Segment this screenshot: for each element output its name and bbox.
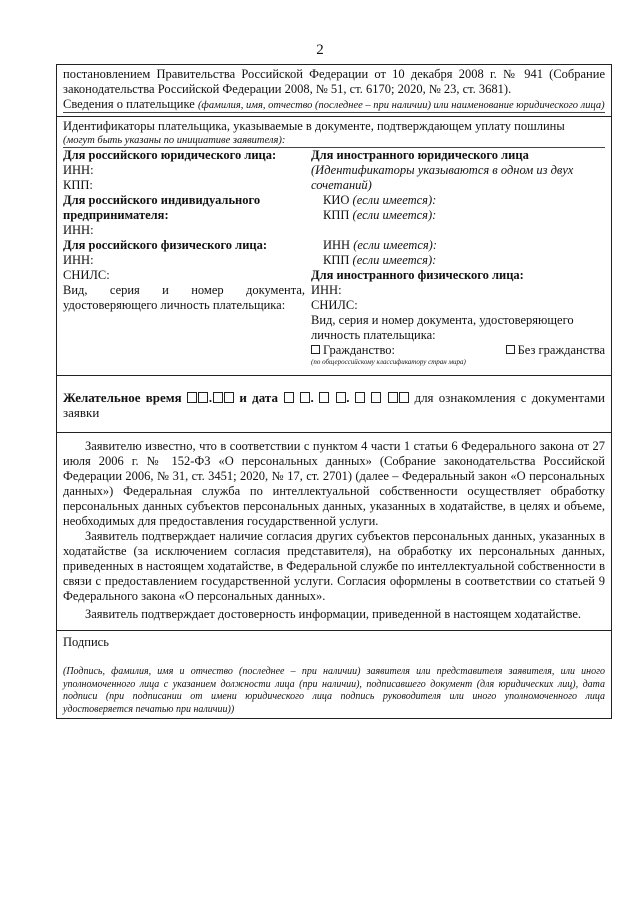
page-number: 2 bbox=[316, 42, 324, 58]
preferred-datetime-section bbox=[57, 376, 611, 433]
ru-ip-inn-field[interactable]: ИНН: bbox=[63, 223, 94, 237]
citizenship-option[interactable] bbox=[311, 343, 395, 358]
signature-section bbox=[57, 631, 611, 718]
preferred-purpose: для ознакомления с документами заявки bbox=[63, 390, 606, 420]
citizenship-options bbox=[311, 343, 605, 358]
kio-label: КИО bbox=[323, 193, 350, 207]
no-citizenship-label: Без гражданства bbox=[517, 343, 605, 357]
identifiers-hint: (могут быть указаны по инициативе заявителя): bbox=[63, 134, 605, 148]
foreign-kio-field[interactable] bbox=[311, 193, 605, 208]
time-input[interactable]: . bbox=[187, 390, 234, 405]
petition-form bbox=[56, 64, 612, 719]
ru-legal-kpp-field[interactable]: КПП: bbox=[63, 178, 93, 192]
consent-paragraph-2: Заявитель подтверждает наличие согласия других субъектов персональных данных, указанных в ходатайстве (за исключением согласия представителя), на обработку их персональных данных, приведенных в настоящем ходатайстве, в Федеральной службе по интеллектуальной собственности в связи с предоставлением государственной услуги. Согласия оформлены в соответствии со статьей 9 Федерального закона «О персональных данных». bbox=[63, 529, 605, 603]
kio-hint: (если имеется): bbox=[352, 193, 437, 207]
no-citizenship-option[interactable] bbox=[506, 343, 605, 358]
payer-info-field[interactable] bbox=[63, 97, 605, 113]
date-label: и дата bbox=[239, 390, 278, 405]
foreign-person-title: Для иностранного физического лица: bbox=[311, 268, 524, 282]
payer-hint: (фамилия, имя, отчество (последнее – при наличии) или наименование юридического лица) bbox=[197, 100, 605, 111]
identifiers-grid bbox=[63, 148, 605, 367]
identifiers-section bbox=[57, 117, 611, 376]
citizenship-label: Гражданство: bbox=[323, 343, 396, 357]
ru-legal-inn-field[interactable]: ИНН: bbox=[63, 163, 94, 177]
identifiers-heading: Идентификаторы плательщика, указываемые в документе, подтверждающем уплату пошлины bbox=[63, 119, 565, 133]
foreign-person-inn-field[interactable]: ИНН: bbox=[311, 283, 342, 297]
payer-section bbox=[57, 65, 611, 117]
signature-field[interactable] bbox=[63, 650, 605, 666]
ru-legal-title: Для российского юридического лица: bbox=[63, 148, 277, 162]
foreign-kpp2-field[interactable] bbox=[311, 253, 605, 268]
date-input[interactable]: . . bbox=[283, 390, 409, 405]
ru-person-title: Для российского физического лица: bbox=[63, 238, 268, 252]
consent-paragraph-1: Заявителю известно, что в соответствии с пунктом 4 части 1 статьи 6 Федерального закона от 27 июля 2006 г. № 152-ФЗ «О персональных данных» (Собрание законодательства Российской Федерации 2006, № 31, ст. 3451; 2020, № 17, ст. 2701) (далее – Федеральный закон «О персональных данных») Федеральная служба по интеллектуальной собственности осуществляет обработку персональных данных субъектов персональных данных, указанных в ходатайстве, в целях и объеме, необходимых для предоставления государственной услуги. bbox=[63, 439, 605, 528]
kpp-hint: (если имеется): bbox=[352, 208, 437, 222]
consent-section bbox=[57, 433, 611, 631]
ru-ip-title: Для российского индивидуального предпринимателя: bbox=[63, 193, 261, 222]
signature-hint: (Подпись, фамилия, имя и отчество (последнее – при наличии) заявителя или представителя заявителя, или иного уполномоченного лица с указанием должности лица (при наличии), подписавшего документ (для юридических лиц), дата подписи (при подписании от имени юридического лица подпись руководителя или иного уполномоченного лица удостоверяется печатью при наличии)) bbox=[63, 666, 605, 715]
foreign-inn-field[interactable] bbox=[311, 238, 605, 253]
classifier-hint: (по общероссийскому классификатору стран мира) bbox=[311, 358, 466, 366]
ru-person-document-field[interactable]: Вид, серия и номер документа, удостоверяющего личность плательщика: bbox=[63, 283, 305, 312]
inn-hint: (если имеется): bbox=[353, 238, 438, 252]
foreign-person-snils-field[interactable]: СНИЛС: bbox=[311, 298, 358, 312]
inn-label: ИНН bbox=[323, 238, 351, 252]
foreign-kpp-field[interactable] bbox=[311, 208, 605, 223]
russian-identifiers bbox=[63, 148, 309, 367]
citizenship-checkbox[interactable] bbox=[311, 345, 320, 354]
foreign-identifiers bbox=[309, 148, 605, 367]
consent-paragraph-3: Заявитель подтверждает достоверность информации, приведенной в настоящем ходатайстве. bbox=[85, 607, 582, 621]
kpp2-hint: (если имеется): bbox=[352, 253, 437, 267]
preferred-datetime bbox=[63, 390, 605, 420]
signature-label: Подпись bbox=[63, 635, 109, 649]
ru-person-snils-field[interactable]: СНИЛС: bbox=[63, 268, 110, 282]
time-label: Желательное время bbox=[63, 390, 182, 405]
foreign-person-document-field[interactable]: Вид, серия и номер документа, удостоверяющего личность плательщика: bbox=[311, 313, 574, 342]
kpp2-label: КПП bbox=[323, 253, 350, 267]
foreign-legal-title: Для иностранного юридического лица bbox=[311, 148, 529, 162]
foreign-legal-hint: (Идентификаторы указываются в одном из двух сочетаний) bbox=[311, 163, 574, 192]
no-citizenship-checkbox[interactable] bbox=[506, 345, 515, 354]
kpp-label: КПП bbox=[323, 208, 350, 222]
ru-person-inn-field[interactable]: ИНН: bbox=[63, 253, 94, 267]
payer-label: Сведения о плательщике bbox=[63, 97, 195, 111]
decree-reference: постановлением Правительства Российской Федерации от 10 декабря 2008 г. № 941 (Собрание законодательства Российской Федерации 2008, № 51, ст. 6170; 2020, № 23, ст. 3681). bbox=[63, 67, 605, 96]
